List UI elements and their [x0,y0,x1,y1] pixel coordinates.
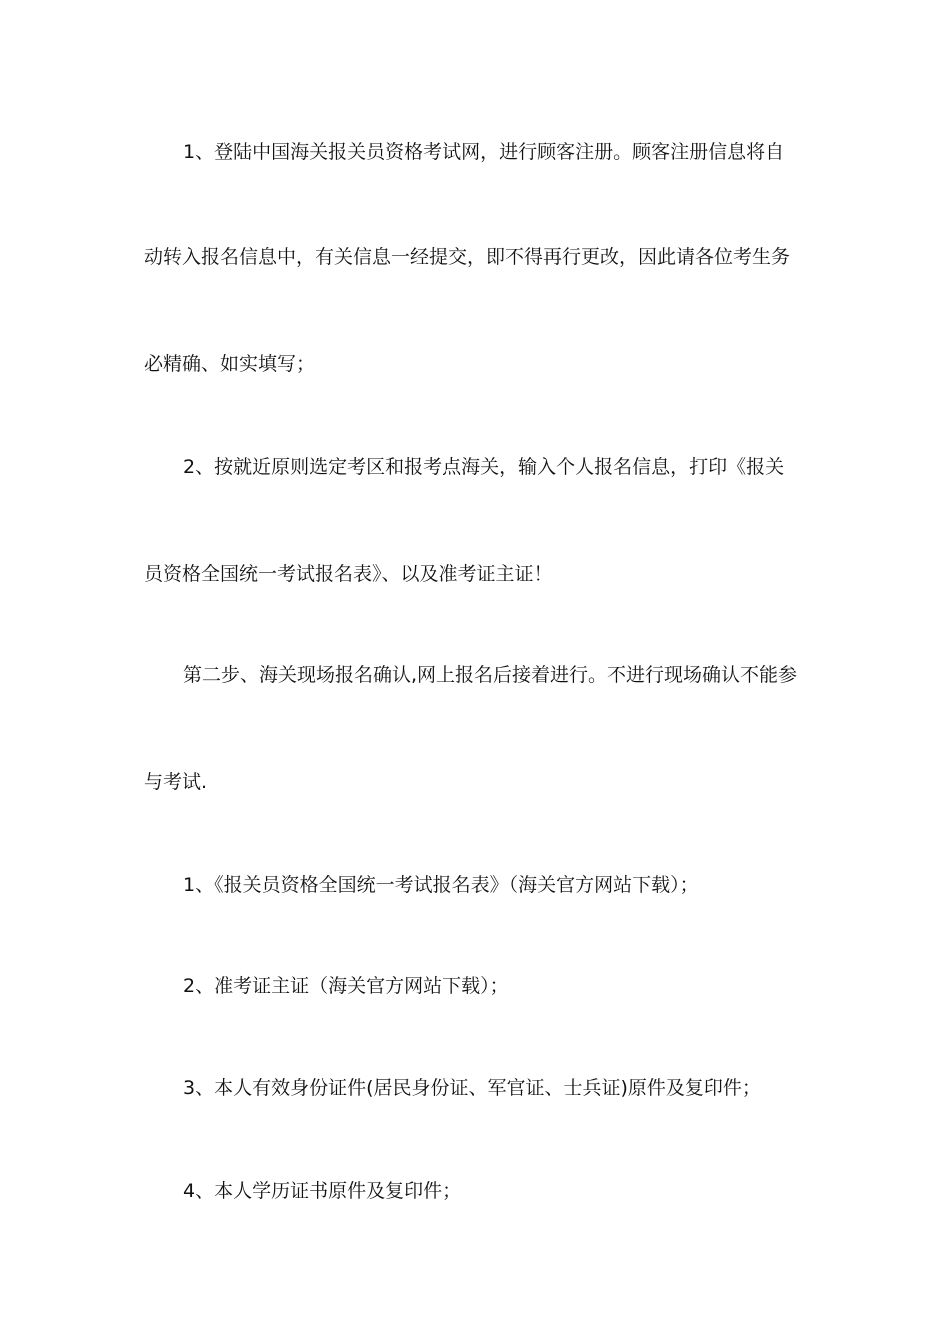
list-item: 2、准考证主证（海关官方网站下载）； [183,975,509,997]
list-item: 3、本人有效身份证件(居民身份证、军官证、士兵证)原件及复印件； [183,1077,761,1099]
paragraph-line: 必精确、如实填写； [144,353,316,375]
list-item: 1、《报关员资格全国统一考试报名表》（海关官方网站下载）； [183,874,699,896]
paragraph-line: 员资格全国统一考试报名表》、以及准考证主证！ [144,563,553,585]
paragraph-line: 动转入报名信息中，有关信息一经提交，即不得再行更改，因此请各位考生务 [144,246,791,268]
paragraph-line: 2、按就近原则选定考区和报考点海关，输入个人报名信息，打印《报关 [183,456,785,478]
paragraph-line: 第二步、海关现场报名确认,网上报名后接着进行。不进行现场确认不能参 [183,664,798,686]
list-item: 4、本人学历证书原件及复印件； [183,1180,462,1202]
paragraph-line: 与考试. [144,771,208,793]
paragraph-line: 1、登陆中国海关报关员资格考试网，进行顾客注册。顾客注册信息将自 [183,141,785,163]
